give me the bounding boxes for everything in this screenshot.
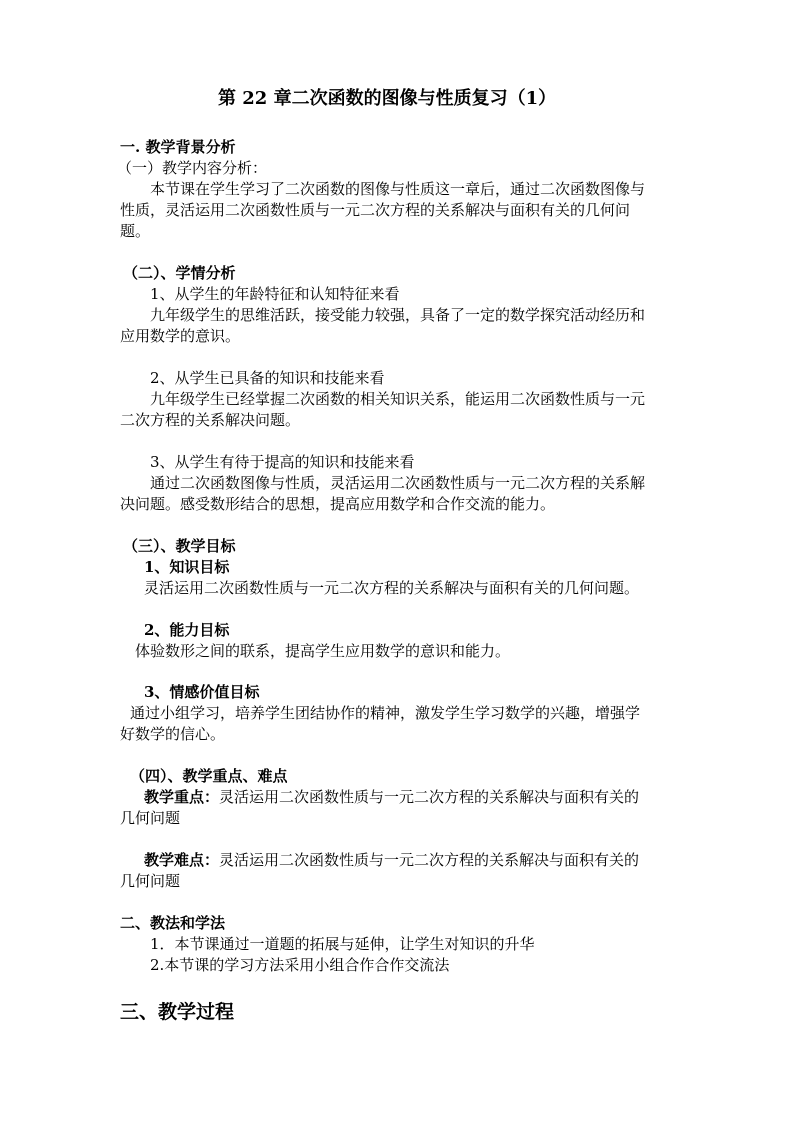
point-heading: 3、从学生有待于提高的知识和技能来看 (150, 453, 415, 471)
subsection-content-heading: （一）教学内容分析： (117, 159, 268, 177)
goal-text: 体验数形之间的联系，提高学生应用数学的意识和能力。 (135, 642, 511, 660)
subsection-key-points-heading: （四）、教学重点、难点 (130, 767, 288, 785)
key-point-text: 灵活运用二次函数性质与一元二次方程的关系解决与面积有关的 (219, 788, 640, 806)
difficulty-label: 教学难点： (144, 851, 220, 869)
goal-text: 好数学的信心。 (120, 725, 226, 743)
subsection-goals-heading: （三）、教学目标 (123, 537, 236, 555)
method-line: 1．本节课通过一道题的拓展与延伸，让学生对知识的升华 (150, 935, 535, 953)
point-heading: 2、从学生已具备的知识和技能来看 (150, 369, 385, 387)
paragraph-line: 本节课在学生学习了二次函数的图像与性质这一章后，通过二次函数图像与 (150, 180, 646, 198)
goal-heading: 1、知识目标 (144, 558, 230, 576)
section-1-heading: 一. 教学背景分析 (120, 138, 236, 156)
paragraph-line: 应用数学的意识。 (120, 327, 241, 345)
paragraph-line: 题。 (120, 222, 151, 240)
section-3-heading: 三、教学过程 (120, 1001, 235, 1023)
goal-heading: 2、能力目标 (144, 621, 230, 639)
paragraph-line: 通过二次函数图像与性质，灵活运用二次函数性质与一元二次方程的关系解 (150, 474, 646, 492)
paragraph-line: 九年级学生已经掌握二次函数的相关知识关系，能运用二次函数性质与一元 (150, 390, 646, 408)
difficulty-text: 灵活运用二次函数性质与一元二次方程的关系解决与面积有关的 (219, 851, 640, 869)
key-point-text: 几何问题 (120, 809, 181, 827)
method-line: 2.本节课的学习方法采用小组合作合作交流法 (150, 956, 450, 974)
paragraph-line: 性质，灵活运用二次函数性质与一元二次方程的关系解决与面积有关的几何问 (120, 201, 631, 219)
goal-heading: 3、情感价值目标 (144, 683, 260, 701)
goal-text: 灵活运用二次函数性质与一元二次方程的关系解决与面积有关的几何问题。 (144, 579, 640, 597)
paragraph-line: 九年级学生的思维活跃，接受能力较强，具备了一定的数学探究活动经历和 (150, 306, 646, 324)
goal-text: 通过小组学习，培养学生团结协作的精神，激发学生学习数学的兴趣，增强学 (130, 704, 641, 722)
point-heading: 1、从学生的年龄特征和认知特征来看 (150, 285, 400, 303)
subsection-learners-heading: （二）、学情分析 (123, 264, 236, 282)
paragraph-line: 决问题。感受数形结合的思想，提高应用数学和合作交流的能力。 (120, 495, 556, 513)
difficulty-line (144, 850, 639, 871)
key-point-label: 教学重点： (144, 788, 220, 806)
key-point-line (144, 787, 639, 808)
difficulty-text: 几何问题 (120, 872, 181, 890)
document-title: 第 22 章二次函数的图像与性质复习（1） (218, 88, 557, 109)
section-2-heading: 二、教法和学法 (120, 914, 226, 932)
paragraph-line: 二次方程的关系解决问题。 (120, 411, 301, 429)
